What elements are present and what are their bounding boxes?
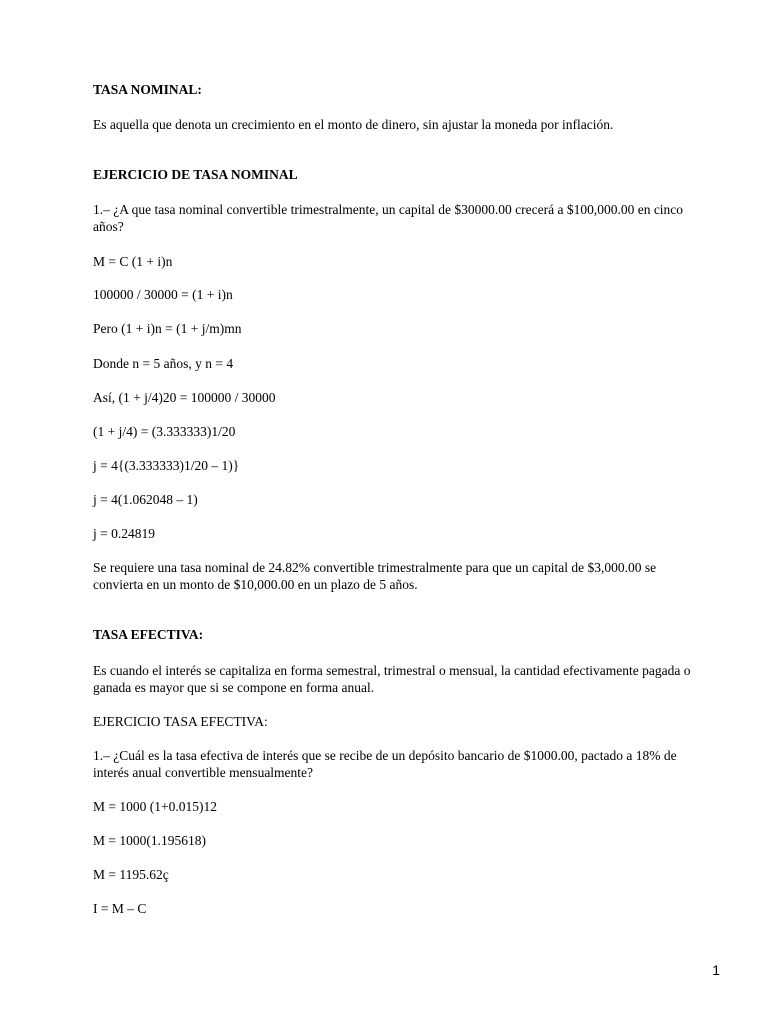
heading-ejercicio-nominal: EJERCICIO DE TASA NOMINAL [93,167,298,182]
question-1-line-2: años? [93,219,124,234]
definition-tasa-efectiva-line-2: ganada es mayor que si se compone en forma anual. [93,680,375,695]
conclusion-line-1: Se requiere una tasa nominal de 24.82% convertible trimestralmente para que un capital de $3,000.00 se [93,560,657,575]
question-1-line-1: 1.– ¿A que tasa nominal convertible trimestralmente, un capital de $30000.00 crecerá a $100,000.00 en cinco [93,202,684,217]
equation-1: M = C (1 + i)n [93,254,173,269]
question-2-line-1: 1.– ¿Cuál es la tasa efectiva de interés que se recibe de un depósito bancario de $1000.00, pactado a 18% de [93,748,677,763]
equation-3: Pero (1 + i)n = (1 + j/m)mn [93,321,242,336]
page-number: 1 [712,962,720,978]
equation-11: M = 1000(1.195618) [93,833,206,848]
equation-9: j = 0.24819 [93,526,155,541]
equation-8: j = 4(1.062048 – 1) [93,492,198,507]
equation-13: I = M – C [93,901,147,916]
question-2-line-2: interés anual convertible mensualmente? [93,765,314,780]
equation-4: Donde n = 5 años, y n = 4 [93,356,234,371]
equation-10: M = 1000 (1+0.015)12 [93,799,217,814]
conclusion-line-2: convierta en un monto de $10,000.00 en un plazo de 5 años. [93,577,418,592]
equation-5: Así, (1 + j/4)20 = 100000 / 30000 [93,390,276,405]
definition-tasa-efectiva-line-1: Es cuando el interés se capitaliza en forma semestral, trimestral o mensual, la cantidad efectivamente pagada o [93,663,691,678]
equation-7: j = 4{(3.333333)1/20 – 1)} [93,458,240,473]
equation-2: 100000 / 30000 = (1 + i)n [93,287,233,302]
equation-6: (1 + j/4) = (3.333333)1/20 [93,424,236,439]
heading-tasa-nominal: TASA NOMINAL: [93,82,202,97]
heading-tasa-efectiva: TASA EFECTIVA: [93,627,204,642]
definition-tasa-nominal: Es aquella que denota un crecimiento en el monto de dinero, sin ajustar la moneda por inflación. [93,117,614,132]
equation-12: M = 1195.62ç [93,867,169,882]
heading-ejercicio-efectiva: EJERCICIO TASA EFECTIVA: [93,714,268,729]
